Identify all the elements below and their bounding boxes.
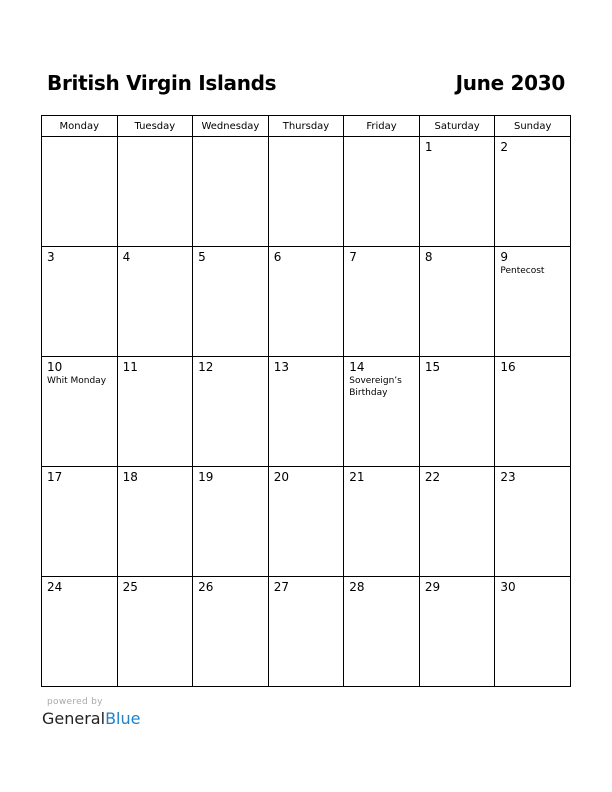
day-number bbox=[344, 137, 419, 140]
calendar-week-row bbox=[42, 247, 571, 357]
calendar-grid bbox=[41, 115, 571, 687]
calendar-day-cell bbox=[495, 357, 571, 467]
calendar-day-cell bbox=[419, 357, 495, 467]
calendar-day-cell bbox=[495, 137, 571, 247]
calendar-day-cell bbox=[268, 467, 344, 577]
calendar-day-cell bbox=[495, 467, 571, 577]
calendar-day-cell bbox=[42, 247, 118, 357]
day-number: 8 bbox=[424, 250, 433, 264]
day-number: 6 bbox=[273, 250, 282, 264]
calendar-day-cell bbox=[193, 467, 269, 577]
day-number: 4 bbox=[122, 250, 131, 264]
day-number: 16 bbox=[500, 360, 516, 374]
calendar-day-cell bbox=[117, 467, 193, 577]
holiday-label: Sovereign’s Birthday bbox=[349, 376, 402, 398]
day-number: 17 bbox=[47, 470, 63, 484]
day-number: 22 bbox=[424, 470, 441, 484]
calendar-day-cell bbox=[193, 577, 269, 687]
day-number: 26 bbox=[198, 580, 214, 594]
calendar-week-row bbox=[42, 467, 571, 577]
calendar-day-cell bbox=[193, 247, 269, 357]
day-number: 29 bbox=[424, 580, 441, 594]
calendar-week-row bbox=[42, 577, 571, 687]
powered-by-label: powered by bbox=[47, 697, 103, 707]
day-number: 30 bbox=[500, 580, 516, 594]
day-number: 1 bbox=[424, 140, 433, 154]
calendar-day-cell bbox=[495, 577, 571, 687]
calendar-day-cell bbox=[117, 247, 193, 357]
calendar-week-row bbox=[42, 137, 571, 247]
day-number: 14 bbox=[349, 360, 365, 374]
calendar-day-cell bbox=[193, 137, 269, 247]
day-number bbox=[193, 137, 268, 140]
calendar-day-cell bbox=[117, 577, 193, 687]
holiday-label: Whit Monday bbox=[47, 376, 107, 386]
day-number bbox=[269, 137, 344, 140]
calendar-day-cell bbox=[193, 357, 269, 467]
day-number: 27 bbox=[273, 580, 289, 594]
day-number: 11 bbox=[122, 360, 138, 374]
day-number: 3 bbox=[47, 250, 55, 264]
calendar-day-cell bbox=[268, 577, 344, 687]
day-number: 10 bbox=[47, 360, 63, 374]
generalblue-logo bbox=[42, 709, 140, 728]
calendar-month-title: June 2030 bbox=[455, 71, 565, 95]
day-number bbox=[118, 137, 193, 140]
calendar-country-title: British Virgin Islands bbox=[47, 71, 277, 95]
day-number: 23 bbox=[500, 470, 516, 484]
calendar-day-cell bbox=[268, 247, 344, 357]
day-number bbox=[42, 137, 117, 140]
calendar-week-row bbox=[42, 357, 571, 467]
weekday-header: Thursday bbox=[268, 116, 344, 137]
day-number: 21 bbox=[349, 470, 365, 484]
calendar-day-cell bbox=[344, 467, 420, 577]
calendar-day-cell bbox=[42, 467, 118, 577]
day-number: 9 bbox=[500, 250, 509, 264]
weekday-header: Saturday bbox=[419, 116, 495, 137]
weekday-header: Monday bbox=[42, 116, 118, 137]
day-number: 28 bbox=[349, 580, 365, 594]
weekday-header: Sunday bbox=[495, 116, 571, 137]
calendar-day-cell bbox=[42, 577, 118, 687]
holiday-label: Pentecost bbox=[500, 266, 545, 276]
day-number: 7 bbox=[349, 250, 357, 264]
calendar-day-cell bbox=[42, 137, 118, 247]
day-number: 15 bbox=[424, 360, 441, 374]
calendar-day-cell bbox=[495, 247, 571, 357]
day-number: 24 bbox=[47, 580, 63, 594]
weekday-header-row bbox=[42, 116, 571, 137]
day-number: 19 bbox=[198, 470, 214, 484]
calendar-day-cell bbox=[419, 247, 495, 357]
day-number: 20 bbox=[273, 470, 289, 484]
brand-general-text: General bbox=[42, 709, 106, 728]
brand-blue-text: Blue bbox=[105, 709, 141, 728]
calendar-day-cell bbox=[117, 357, 193, 467]
day-number: 2 bbox=[500, 140, 509, 154]
calendar-day-cell bbox=[419, 137, 495, 247]
calendar-day-cell bbox=[419, 467, 495, 577]
day-number: 5 bbox=[198, 250, 206, 264]
calendar-day-cell bbox=[344, 137, 420, 247]
calendar-day-cell bbox=[419, 577, 495, 687]
day-number: 18 bbox=[122, 470, 138, 484]
calendar-day-cell bbox=[344, 357, 420, 467]
day-number: 25 bbox=[122, 580, 138, 594]
calendar-day-cell bbox=[344, 577, 420, 687]
weekday-header: Tuesday bbox=[117, 116, 193, 137]
day-number: 12 bbox=[198, 360, 214, 374]
weekday-header: Wednesday bbox=[193, 116, 269, 137]
day-number: 13 bbox=[273, 360, 289, 374]
calendar-day-cell bbox=[344, 247, 420, 357]
calendar-day-cell bbox=[268, 357, 344, 467]
calendar-day-cell bbox=[117, 137, 193, 247]
weekday-header: Friday bbox=[344, 116, 420, 137]
calendar-day-cell bbox=[42, 357, 118, 467]
calendar-day-cell bbox=[268, 137, 344, 247]
